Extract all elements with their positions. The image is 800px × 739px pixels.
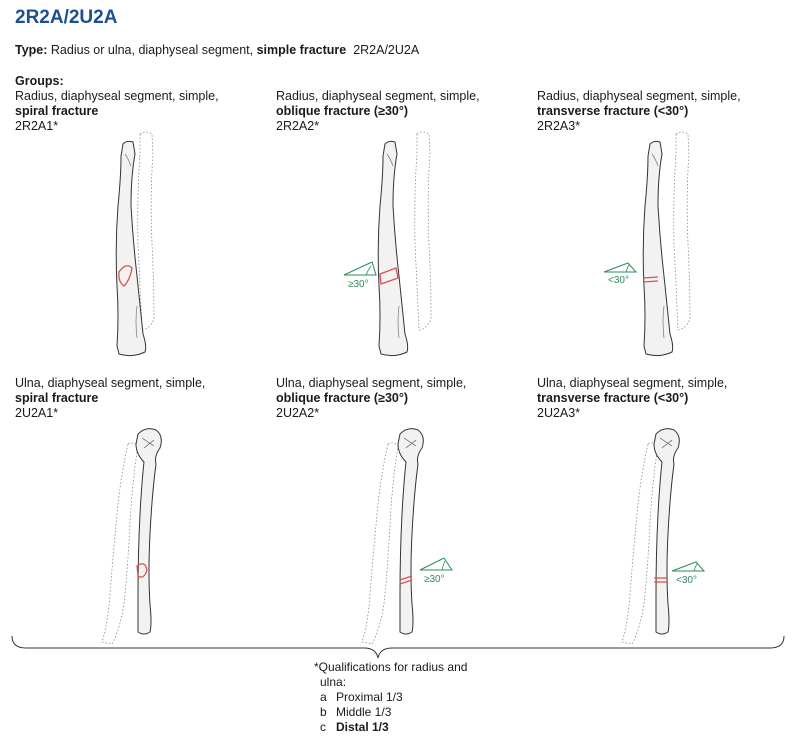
cell-line2: oblique fracture (≥30°) — [276, 391, 409, 405]
angle-label: ≥30° — [348, 279, 369, 290]
grouping-brace — [12, 636, 784, 658]
ulna-bone-icon — [622, 429, 679, 644]
qualification-text: Distal 1/3 — [336, 720, 389, 734]
cell-code: 2U2A1* — [15, 406, 59, 420]
qualification-letter: b — [320, 705, 327, 719]
qualification-item-a — [314, 690, 467, 705]
ulna-bone-icon — [102, 429, 161, 644]
page-title: 2R2A/2U2A — [15, 7, 118, 28]
ulna-bone-icon — [362, 429, 423, 644]
radius-bone-icon — [116, 132, 154, 356]
cell-line2: transverse fracture (<30°) — [537, 391, 689, 405]
qualifications-heading-line2: ulna: — [320, 675, 347, 689]
cell-line2: oblique fracture (≥30°) — [276, 104, 409, 118]
radius-bone-icon — [643, 132, 690, 356]
angle-indicator-icon — [420, 558, 452, 585]
type-code: 2R2A/2U2A — [353, 43, 420, 57]
cell-code: 2R2A1* — [15, 119, 59, 133]
cell-code: 2R2A3* — [537, 119, 581, 133]
type-prefix: Type: — [15, 43, 48, 57]
qualifications — [314, 660, 467, 735]
angle-indicator-icon — [672, 562, 704, 586]
qualification-letter: c — [320, 720, 326, 734]
cell-line1: Ulna, diaphyseal segment, simple, — [276, 376, 467, 390]
cell-line2: transverse fracture (<30°) — [537, 104, 689, 118]
cell-code: 2U2A3* — [537, 406, 581, 420]
qualification-letter: a — [320, 690, 327, 704]
groups-heading: Groups: — [15, 74, 64, 88]
cell-line1: Ulna, diaphyseal segment, simple, — [537, 376, 728, 390]
cell-line1: Radius, diaphyseal segment, simple, — [537, 89, 741, 103]
cell-line1: Radius, diaphyseal segment, simple, — [15, 89, 219, 103]
qualification-item-b — [314, 705, 467, 720]
cell-line2: spiral fracture — [15, 104, 99, 118]
angle-label: <30° — [676, 575, 697, 586]
angle-indicator-icon — [604, 263, 636, 286]
cell-line2: spiral fracture — [15, 391, 99, 405]
radius-bone-icon — [378, 132, 431, 356]
qualification-item-c — [314, 720, 467, 735]
cell-line1: Radius, diaphyseal segment, simple, — [276, 89, 480, 103]
qualification-text: Middle 1/3 — [336, 705, 392, 719]
type-emphasis: simple fracture — [256, 43, 347, 57]
cell-code: 2R2A2* — [276, 119, 320, 133]
qualification-text: Proximal 1/3 — [336, 690, 403, 704]
qualifications-heading-line1: *Qualifications for radius and — [314, 660, 468, 674]
angle-label: ≥30° — [424, 574, 445, 585]
type-description: Radius or ulna, diaphyseal segment, — [50, 43, 254, 57]
cell-code: 2U2A2* — [276, 406, 320, 420]
angle-indicator-icon — [344, 262, 376, 290]
cell-line1: Ulna, diaphyseal segment, simple, — [15, 376, 206, 390]
angle-label: <30° — [608, 275, 629, 286]
